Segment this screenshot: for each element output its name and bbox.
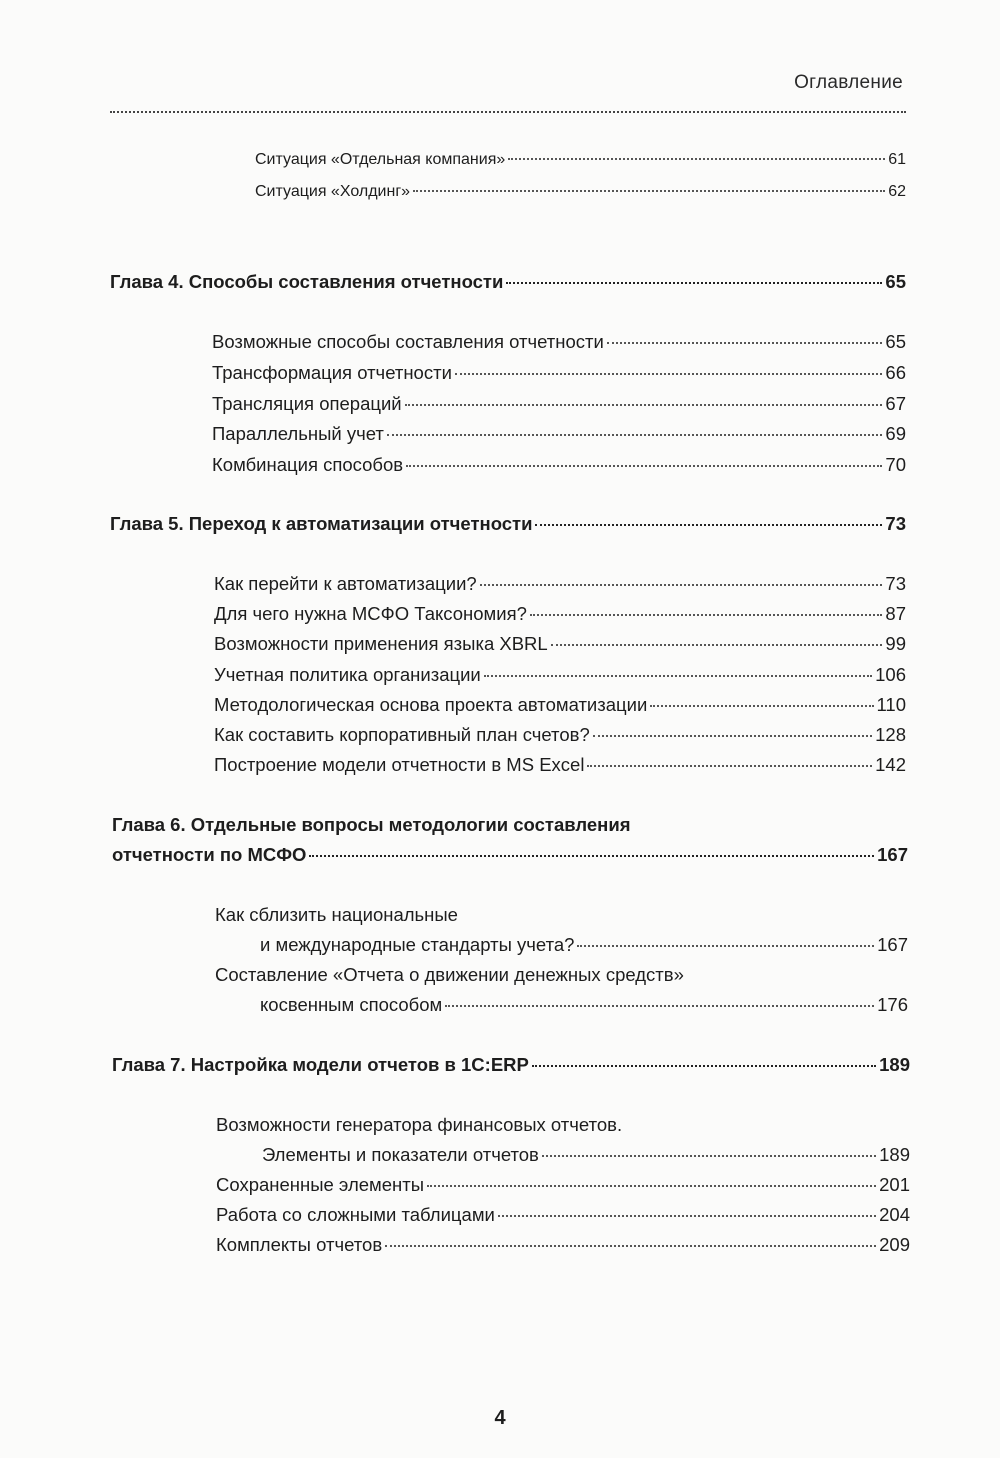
toc-entry (212, 331, 906, 353)
toc-entry-page: 128 (875, 724, 906, 745)
toc-entry-title: Комбинация способов (212, 454, 404, 475)
toc-entry (214, 724, 906, 746)
toc-entry-title: и международные стандарты учета? (260, 934, 575, 955)
toc-entry-title: Сохраненные элементы (216, 1174, 425, 1195)
toc-entry-title: Учетная политика организации (214, 664, 481, 685)
toc-entry-situation (255, 183, 906, 201)
dot-leader (551, 644, 883, 646)
toc-entry (216, 1174, 910, 1196)
dot-leader (387, 434, 883, 436)
dot-leader (607, 342, 883, 344)
toc-entry (212, 423, 906, 445)
toc-entry-page: 209 (879, 1234, 910, 1255)
chapter-title: отчетности по МСФО (112, 844, 307, 865)
chapter-page: 73 (885, 513, 906, 534)
dot-leader (309, 855, 874, 857)
dot-leader (498, 1215, 876, 1217)
toc-entry (216, 1234, 910, 1256)
toc-chapter-5 (110, 513, 906, 535)
chapter-title: Глава 7. Настройка модели отчетов в 1С:ERP (112, 1054, 529, 1075)
toc-entry (262, 1144, 910, 1166)
toc-chapter-7 (112, 1054, 910, 1076)
toc-entry (214, 573, 906, 595)
toc-entry (260, 934, 908, 956)
toc-entry-title-line1: Как сблизить национальные (215, 904, 458, 925)
dot-leader (427, 1185, 876, 1187)
toc-entry-title: косвенным способом (260, 994, 443, 1015)
dot-leader (587, 765, 872, 767)
toc-entry-page: 62 (888, 183, 906, 200)
dot-leader (484, 675, 872, 677)
dot-leader (535, 524, 882, 526)
toc-entry (214, 664, 906, 686)
dot-leader (577, 945, 874, 947)
dot-leader (480, 584, 883, 586)
dot-leader (506, 282, 882, 284)
toc-entry-title: Возможности применения языка XBRL (214, 633, 548, 654)
dot-leader (542, 1155, 876, 1157)
dot-leader (650, 705, 873, 707)
header-divider (110, 111, 906, 113)
dot-leader (593, 735, 872, 737)
toc-entry-page: 167 (877, 934, 908, 955)
dot-leader (413, 190, 885, 192)
toc-entry-title-line1: Возможности генератора финансовых отчетов. (216, 1114, 623, 1135)
toc-entry-page: 99 (885, 633, 906, 654)
toc-entry-title: Методологическая основа проекта автоматизации (214, 694, 648, 715)
toc-entry-title: Построение модели отчетности в MS Excel (214, 754, 585, 775)
chapter-page: 167 (877, 844, 908, 865)
toc-entry-page: 73 (885, 573, 906, 594)
toc-entry-page: 70 (885, 454, 906, 475)
toc-entry-title: Ситуация «Холдинг» (255, 183, 411, 200)
toc-entry-title: Комплекты отчетов (216, 1234, 383, 1255)
toc-entry (212, 454, 906, 476)
dot-leader (385, 1245, 876, 1247)
dot-leader (532, 1065, 876, 1067)
toc-entry-title: Параллельный учет (212, 423, 384, 444)
toc-entry-page: 106 (875, 664, 906, 685)
toc-entry (214, 694, 906, 716)
dot-leader (405, 404, 883, 406)
toc-entry (214, 633, 906, 655)
toc-entry (212, 362, 906, 384)
toc-entry-title: Как перейти к автоматизации? (214, 573, 477, 594)
toc-entry-title: Трансляция операций (212, 393, 402, 414)
toc-entry-title: Элементы и показатели отчетов (262, 1144, 539, 1165)
toc-entry-title: Работа со сложными таблицами (216, 1204, 495, 1225)
toc-entry-page: 87 (885, 603, 906, 624)
toc-entry (260, 994, 908, 1016)
toc-entry-page: 176 (877, 994, 908, 1015)
dot-leader (455, 373, 883, 375)
toc-entry-page: 204 (879, 1204, 910, 1225)
toc-entry (214, 603, 906, 625)
toc-entry-title: Для чего нужна МСФО Таксономия? (214, 603, 527, 624)
dot-leader (406, 465, 882, 467)
chapter-title: Глава 4. Способы составления отчетности (110, 271, 504, 292)
toc-entry-page: 61 (888, 151, 906, 168)
toc-entry-page: 69 (885, 423, 906, 444)
toc-entry-page: 65 (885, 331, 906, 352)
toc-entry-situation (255, 151, 906, 169)
toc-entry-title: Как составить корпоративный план счетов? (214, 724, 590, 745)
dot-leader (508, 158, 885, 160)
page-number: 4 (494, 1407, 506, 1429)
chapter-title: Глава 5. Переход к автоматизации отчетности (110, 513, 533, 534)
dot-leader (530, 614, 883, 616)
toc-entry-page: 142 (875, 754, 906, 775)
toc-entry-page: 67 (885, 393, 906, 414)
toc-entry-title: Трансформация отчетности (212, 362, 452, 383)
toc-entry-page: 66 (885, 362, 906, 383)
toc-entry (216, 1204, 910, 1226)
toc-chapter-6 (112, 844, 908, 866)
toc-entry (212, 393, 906, 415)
chapter-page: 189 (879, 1054, 910, 1075)
toc-chapter-6-title-line1: Глава 6. Отдельные вопросы методологии составления (112, 814, 631, 835)
page-header-title: Оглавление (794, 72, 903, 93)
toc-entry-title-line1: Составление «Отчета о движении денежных средств» (215, 964, 684, 985)
toc-entry-page: 201 (879, 1174, 910, 1195)
toc-entry-title: Возможные способы составления отчетности (212, 331, 604, 352)
toc-entry (214, 754, 906, 776)
toc-chapter-4 (110, 271, 906, 293)
toc-entry-page: 189 (879, 1144, 910, 1165)
toc-entry-title: Ситуация «Отдельная компания» (255, 151, 506, 168)
toc-entry-page: 110 (876, 694, 906, 715)
dot-leader (445, 1005, 874, 1007)
chapter-page: 65 (885, 271, 906, 292)
